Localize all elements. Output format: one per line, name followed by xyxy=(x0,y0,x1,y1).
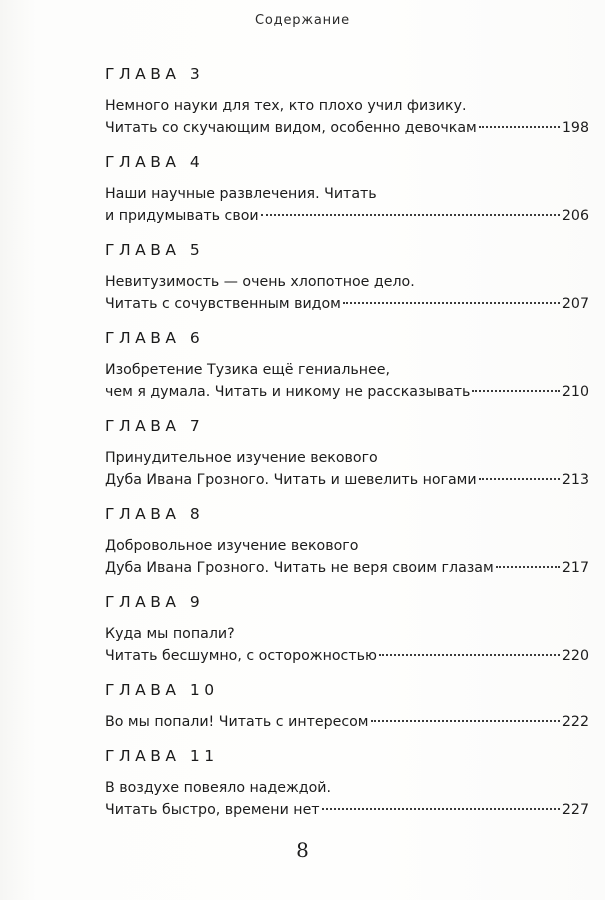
page-number: 217 xyxy=(561,560,589,576)
chapter-label: ГЛАВА 10 xyxy=(105,681,219,699)
entry-title-last-line xyxy=(105,205,589,227)
entry-title-last-line xyxy=(105,711,589,733)
page-number: 227 xyxy=(561,802,589,818)
entry-title-line: Дуба Ивана Грозного. Читать и шевелить ногами xyxy=(105,472,477,488)
entry-title-line: Дуба Ивана Грозного. Читать не веря своим глазам xyxy=(105,560,494,576)
page-number: 207 xyxy=(561,296,589,312)
entry-title-last-line xyxy=(105,381,589,403)
entry-title-line: Изобретение Тузика ещё гениальнее, xyxy=(105,362,391,378)
page-folio-number: 8 xyxy=(296,838,309,862)
dot-leader xyxy=(322,808,560,810)
dot-leader xyxy=(261,214,560,216)
toc-entry-chapter-11 xyxy=(105,746,589,834)
toc-entry-chapter-4 xyxy=(105,152,589,240)
entry-title-last-line xyxy=(105,117,589,139)
entry-title-line: Добровольное изучение векового xyxy=(105,538,359,554)
chapter-label: ГЛАВА 11 xyxy=(105,747,219,765)
table-of-contents xyxy=(105,64,589,834)
dot-leader xyxy=(379,654,560,656)
entry-title-last-line xyxy=(105,799,589,821)
page-number: 213 xyxy=(561,472,589,488)
entry-title-last-line xyxy=(105,293,589,315)
entry-title-last-line xyxy=(105,557,589,579)
entry-title-line: Куда мы попали? xyxy=(105,626,235,642)
entry-title-line: В воздухе повеяло надеждой. xyxy=(105,780,332,796)
page-number: 222 xyxy=(561,714,589,730)
page-number: 198 xyxy=(561,120,589,136)
page-header-title: Содержание xyxy=(255,13,350,28)
entry-title-line: Читать быстро, времени нет xyxy=(105,802,320,818)
dot-leader xyxy=(496,566,560,568)
toc-entry-chapter-3 xyxy=(105,64,589,152)
entry-title-line: Наши научные развлечения. Читать xyxy=(105,186,377,202)
toc-entry-chapter-7 xyxy=(105,416,589,504)
page-number: 220 xyxy=(561,648,589,664)
chapter-label: ГЛАВА 7 xyxy=(105,417,205,435)
toc-entry-chapter-9 xyxy=(105,592,589,680)
page-number: 206 xyxy=(561,208,589,224)
entry-title-line: чем я думала. Читать и никому не рассказывать xyxy=(105,384,471,400)
entry-title-line: Невитузимость — очень хлопотное дело. xyxy=(105,274,415,290)
dot-leader xyxy=(371,720,560,722)
chapter-label: ГЛАВА 6 xyxy=(105,329,205,347)
toc-entry-chapter-8 xyxy=(105,504,589,592)
page-number: 210 xyxy=(561,384,589,400)
entry-title-last-line xyxy=(105,645,589,667)
entry-title-line: Принудительное изучение векового xyxy=(105,450,378,466)
chapter-label: ГЛАВА 8 xyxy=(105,505,205,523)
toc-entry-chapter-6 xyxy=(105,328,589,416)
entry-title-last-line xyxy=(105,469,589,491)
dot-leader xyxy=(343,302,560,304)
entry-title-line: Во мы попали! Читать с интересом xyxy=(105,714,369,730)
entry-title-line: Читать с сочувственным видом xyxy=(105,296,341,312)
chapter-label: ГЛАВА 5 xyxy=(105,241,205,259)
entry-title-line: Читать бесшумно, с осторожностью xyxy=(105,648,377,664)
chapter-label: ГЛАВА 4 xyxy=(105,153,205,171)
dot-leader xyxy=(479,126,560,128)
toc-entry-chapter-5 xyxy=(105,240,589,328)
chapter-label: ГЛАВА 9 xyxy=(105,593,205,611)
entry-title-line: Читать со скучающим видом, особенно девочкам xyxy=(105,120,477,136)
chapter-label: ГЛАВА 3 xyxy=(105,65,205,83)
toc-entry-chapter-10 xyxy=(105,680,589,746)
entry-title-line: Немного науки для тех, кто плохо учил физику. xyxy=(105,98,467,114)
entry-title-line: и придумывать свои xyxy=(105,208,259,224)
dot-leader xyxy=(472,390,560,392)
dot-leader xyxy=(479,478,560,480)
